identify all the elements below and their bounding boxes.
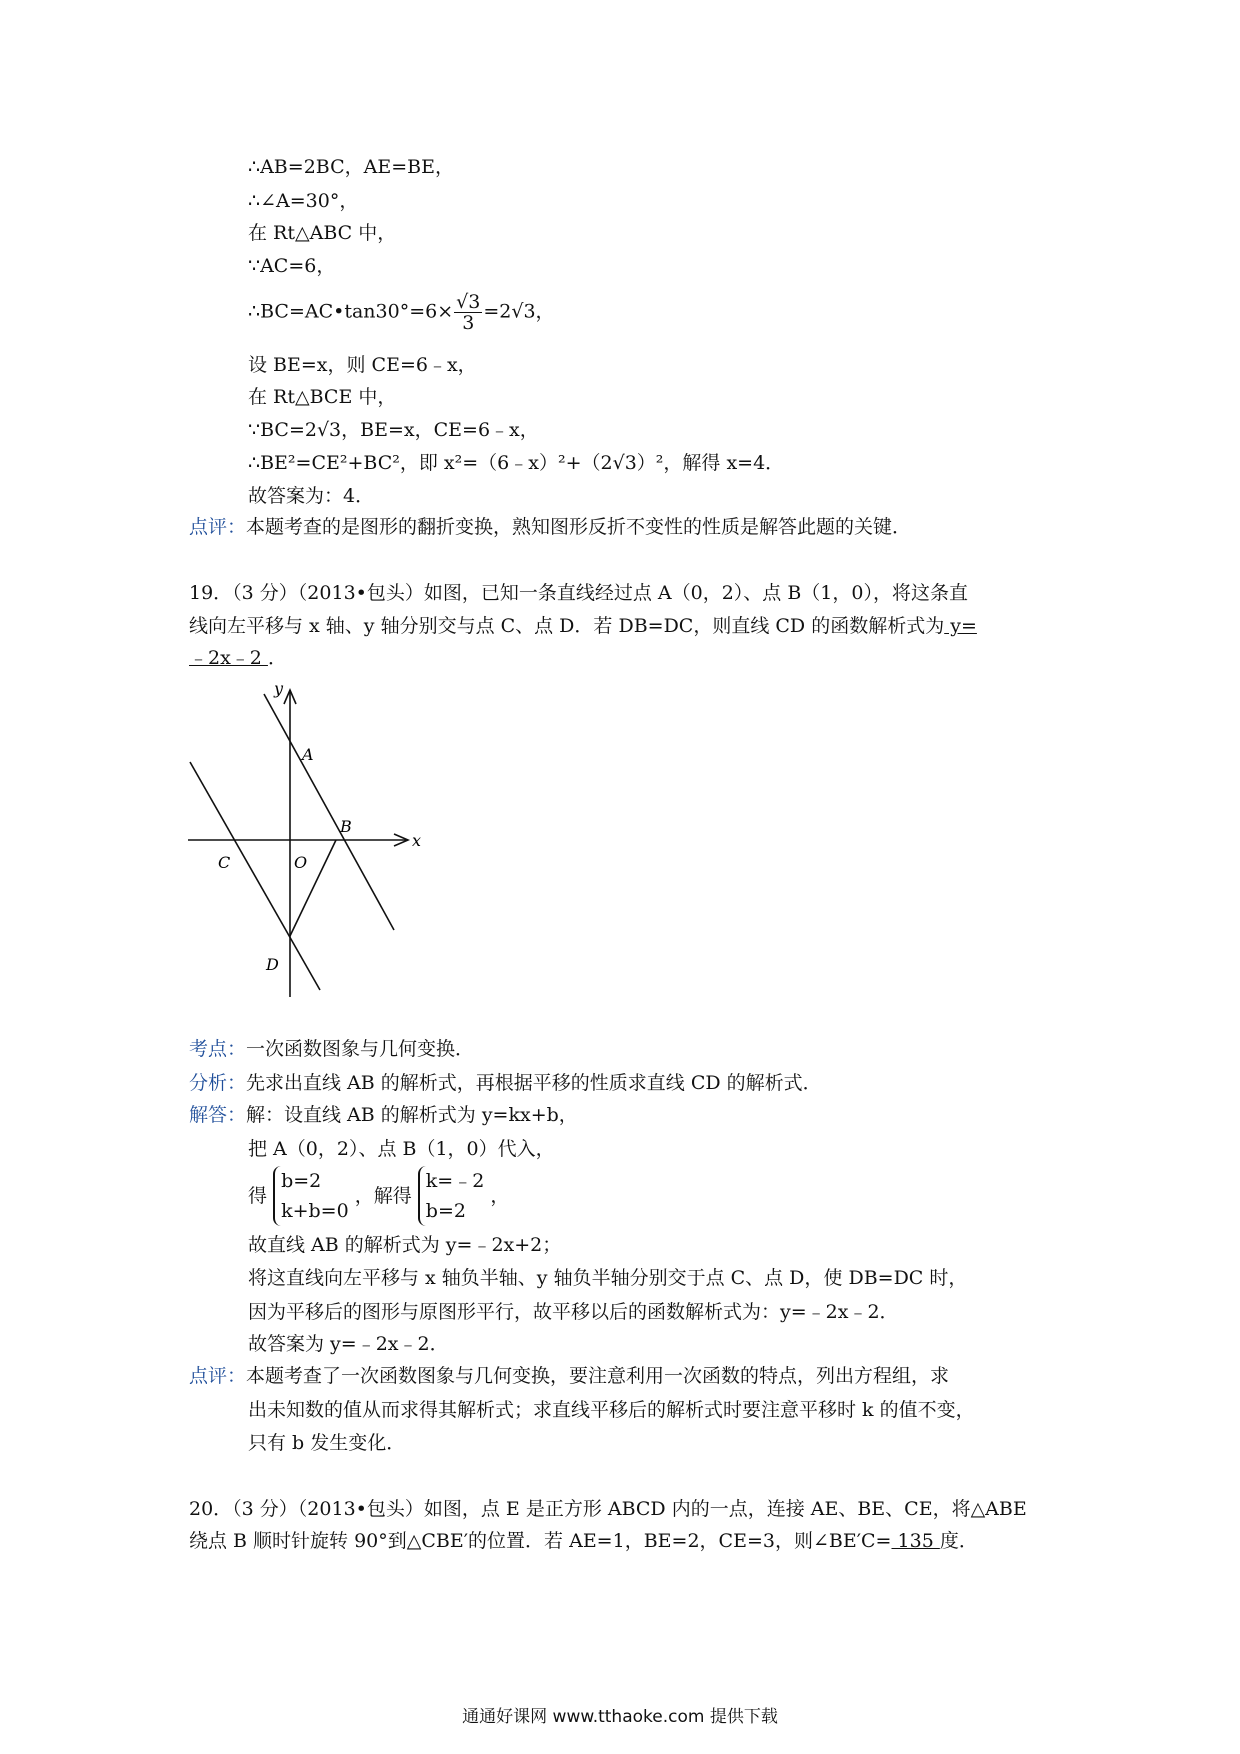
kaodian-tag: 考点： <box>189 1038 247 1060</box>
solution-line: ∵BC=2√3，BE=x，CE=6﹣x， <box>248 419 539 441</box>
solution-line: 把 A（0，2）、点 B（1，0）代入， <box>248 1138 555 1160</box>
dianping-tag: 点评： <box>189 1365 247 1387</box>
comment-text: 本题考查的是图形的翻折变换，熟知图形反折不变性的性质是解答此题的关键． <box>246 516 912 538</box>
question-19-line <box>189 645 287 671</box>
solution-line: ∴BE²=CE²+BC²，即 x²=（6﹣x）²+（2√3）²，解得 x=4． <box>248 452 785 474</box>
answer-blank: y= <box>944 615 977 637</box>
text: ∴BC=AC•tan30°=6× <box>248 300 454 323</box>
text: ． <box>267 647 287 669</box>
text: 一次函数图象与几何变换． <box>246 1038 475 1060</box>
equation: b=2 <box>281 1170 322 1192</box>
kaodian-line <box>189 1036 474 1062</box>
question-19-line <box>189 613 977 639</box>
label-o: O <box>294 853 308 872</box>
solution-line: 故直线 AB 的解析式为 y=﹣2x+2； <box>248 1234 562 1256</box>
text: ，解得 <box>354 1185 412 1207</box>
fraction-numerator: √3 <box>456 291 481 313</box>
question-20-line <box>189 1528 978 1554</box>
fenxi-tag: 分析： <box>189 1072 247 1094</box>
equation: b=2 <box>425 1200 466 1222</box>
solution-line: 因为平移后的图形与原图形平行，故平移以后的函数解析式为：y=﹣2x﹣2． <box>248 1301 899 1323</box>
text: 度． <box>939 1530 978 1552</box>
answer-blank: ﹣2x﹣2 <box>189 647 268 669</box>
solution-line: ∵AC=6， <box>248 255 336 277</box>
label-d: D <box>266 955 279 974</box>
solution-line: ∴∠A=30°， <box>248 190 359 212</box>
question-20-line: 20．（3 分）（2013•包头）如图，点 E 是正方形 ABCD 内的一点，连接 AE、BE、CE，将△ABE <box>189 1498 1027 1520</box>
answer-blank: 135 <box>891 1530 940 1552</box>
fraction-denominator: 3 <box>462 312 475 334</box>
text: =2√3， <box>483 300 555 323</box>
text: 绕点 B 顺时针旋转 90°到△CBE′的位置．若 AE=1，BE=2，CE=3，则∠BE′C= <box>189 1530 892 1552</box>
solution-line: 故答案为 y=﹣2x﹣2． <box>248 1333 449 1355</box>
equation: k+b=0 <box>281 1200 349 1222</box>
solution-line: 故答案为：4． <box>248 485 375 507</box>
solution-line: ∴AB=2BC，AE=BE， <box>248 156 454 178</box>
label-x: x <box>412 831 422 850</box>
label-c: C <box>218 853 231 872</box>
coordinate-figure <box>180 672 440 1002</box>
solution-line: 设 BE=x，则 CE=6﹣x， <box>248 354 477 376</box>
line-ab <box>264 694 394 930</box>
comment-line <box>189 514 911 540</box>
solution-line: 在 Rt△ABC 中， <box>248 222 397 244</box>
text: 得 <box>248 1185 268 1207</box>
text: 本题考查了一次函数图象与几何变换，要注意利用一次函数的特点，列出方程组，求 <box>246 1365 950 1387</box>
text: 线向左平移与 x 轴、y 轴分别交与点 C、点 D．若 DB=DC，则直线 CD 的函数解析式为 <box>189 615 945 637</box>
equation-systems <box>248 1166 509 1226</box>
question-19-line: 19．（3 分）（2013•包头）如图，已知一条直线经过点 A（0，2）、点 B（1，0），将这条直 <box>189 582 968 604</box>
solution-line: 将这直线向左平移与 x 轴负半轴、y 轴负半轴分别交于点 C、点 D，使 DB=DC 时， <box>248 1267 968 1289</box>
solution-line-fraction <box>248 292 555 333</box>
equation-system-2 <box>418 1166 485 1226</box>
comment-tag: 点评： <box>189 516 247 538</box>
text: 先求出直线 AB 的解析式，再根据平移的性质求直线 CD 的解析式． <box>246 1072 822 1094</box>
text: ， <box>490 1185 510 1207</box>
line-cd <box>190 762 320 990</box>
text: 解：设直线 AB 的解析式为 y=kx+b， <box>246 1104 578 1126</box>
label-b: B <box>340 817 352 836</box>
equation-system-1 <box>273 1166 349 1226</box>
solution-line: 在 Rt△BCE 中， <box>248 386 397 408</box>
fraction <box>454 292 482 333</box>
jieda-line <box>189 1102 578 1128</box>
equation: k=﹣2 <box>425 1170 485 1192</box>
dianping-line <box>189 1363 949 1389</box>
jieda-tag: 解答： <box>189 1104 247 1126</box>
label-y: y <box>274 679 284 698</box>
page-footer: 通通好课网 www.tthaoke.com 提供下载 <box>462 1707 778 1727</box>
label-a: A <box>302 745 314 764</box>
dianping-line: 出未知数的值从而求得其解析式；求直线平移后的解析式时要注意平移时 k 的值不变， <box>248 1399 975 1421</box>
dianping-line: 只有 b 发生变化． <box>248 1432 406 1454</box>
fenxi-line <box>189 1070 822 1096</box>
